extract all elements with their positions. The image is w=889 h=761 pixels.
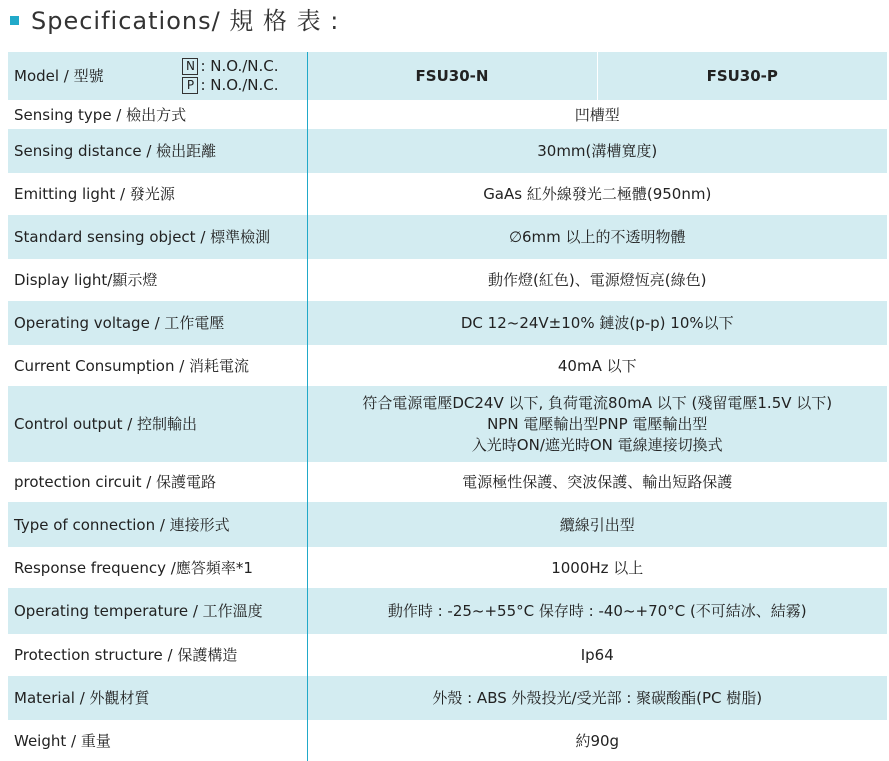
table-row	[8, 386, 887, 462]
table-row	[8, 100, 887, 129]
row-label: Material / 外觀材質	[8, 676, 307, 720]
row-value: 凹槽型	[574, 105, 620, 124]
row-label: Current Consumption / 消耗電流	[8, 345, 307, 386]
row-label: Display light/顯示燈	[8, 259, 307, 301]
row-label: Emitting light / 發光源	[8, 173, 307, 215]
model-label-cell	[8, 52, 307, 100]
model-row	[8, 52, 887, 100]
square-bullet-icon	[10, 16, 19, 25]
row-value: 外殼 : ABS 外殼投光/受光部 : 聚碳酸酯(PC 樹脂)	[307, 676, 887, 720]
table-row	[8, 345, 887, 386]
table-row	[8, 588, 887, 634]
table-row	[8, 259, 887, 301]
model-col-p: FSU30-P	[597, 52, 887, 100]
n-mark: N	[182, 58, 198, 75]
table-row	[8, 462, 887, 502]
row-label: Response frequency /應答頻率*1	[8, 547, 307, 588]
row-label: Protection structure / 保護構造	[8, 634, 307, 676]
row-value: DC 12~24V±10% 鏈波(p-p) 10%以下	[307, 301, 887, 345]
p-mark: P	[182, 77, 198, 94]
row-label: Sensing type / 檢出方式	[8, 100, 307, 129]
table-row	[8, 301, 887, 345]
page-title: Specifications/ 規 格 表 :	[31, 6, 340, 35]
row-value: 纜線引出型	[307, 502, 887, 547]
row-value: 1000Hz 以上	[551, 558, 644, 577]
table-row	[8, 173, 887, 215]
row-label: Type of connection / 連接形式	[8, 502, 307, 547]
row-value: 30mm(溝槽寬度)	[307, 129, 887, 173]
row-value-multiline	[307, 386, 887, 462]
row-label: Sensing distance / 檢出距離	[8, 129, 307, 173]
row-value: GaAs 紅外線發光二極體(950nm)	[483, 185, 712, 203]
table-row	[8, 634, 887, 676]
spec-heading	[10, 0, 339, 36]
output-type-legend	[182, 57, 278, 95]
row-value: 動作時 : -25~+55°C 保存時 : -40~+70°C (不可結冰、結霧)	[307, 588, 887, 634]
row-label: Standard sensing object / 標準檢測	[8, 215, 307, 259]
row-value: 40mA 以下	[557, 356, 637, 375]
row-value: Ip64	[580, 646, 614, 664]
table-row	[8, 547, 887, 588]
table-row	[8, 720, 887, 761]
row-label: Control output / 控制輸出	[8, 386, 307, 462]
model-label: Model / 型號	[14, 67, 104, 85]
row-label: Weight / 重量	[8, 720, 307, 761]
table-row	[8, 502, 887, 547]
p-text: : N.O./N.C.	[200, 76, 279, 94]
model-col-n: FSU30-N	[307, 52, 597, 100]
row-label: Operating temperature / 工作溫度	[8, 588, 307, 634]
row-value-line: 入光時ON/遮光時ON 電線連接切換式	[471, 435, 723, 454]
table-row	[8, 676, 887, 720]
row-label: Operating voltage / 工作電壓	[8, 301, 307, 345]
table-row	[8, 215, 887, 259]
row-label: protection circuit / 保護電路	[8, 462, 307, 502]
table-row	[8, 129, 887, 173]
row-value: ∅6mm 以上的不透明物體	[307, 215, 887, 259]
row-value-line: 符合電源電壓DC24V 以下, 負荷電流80mA 以下 (殘留電壓1.5V 以下)	[362, 393, 833, 412]
spec-table	[8, 52, 887, 761]
row-value: 電源極性保護、突波保護、輸出短路保護	[462, 473, 733, 491]
n-text: : N.O./N.C.	[200, 57, 279, 75]
row-value: 約90g	[575, 731, 620, 750]
row-value: 動作燈(紅色)、電源燈恆亮(綠色)	[488, 271, 707, 289]
row-value-line: NPN 電壓輸出型PNP 電壓輸出型	[487, 414, 708, 433]
